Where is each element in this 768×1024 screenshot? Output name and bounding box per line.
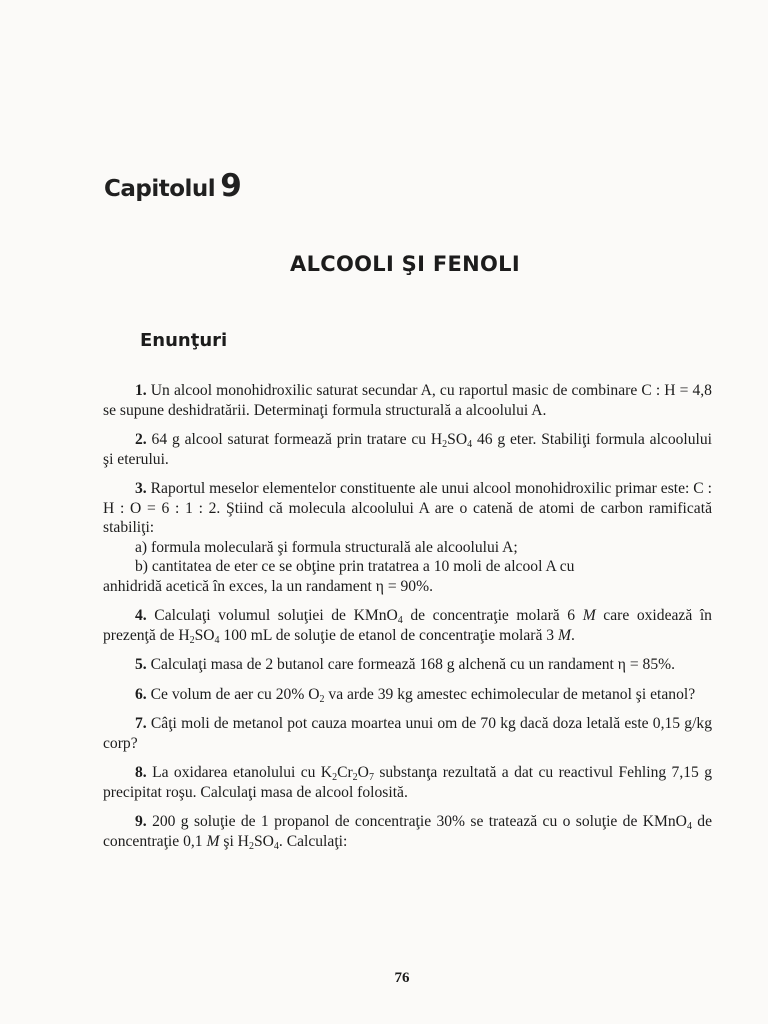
subscript: 4	[467, 439, 473, 450]
problem-text: Câţi moli de metanol pot cauza moartea unui om de 70 kg dacă doza letală este 0,15 g/kg corp?	[103, 715, 712, 752]
subscript: 4	[214, 634, 220, 646]
problem-text: substanţa rezultată a dat cu reactivul Fehling 7,15 g precipitat roşu. Calculaţi masa de alcool folosită.	[103, 764, 713, 801]
subscript: 2	[189, 634, 195, 646]
problem-number: 8.	[135, 764, 147, 781]
subscript: 7	[368, 772, 374, 783]
problem-text: de concentraţie molară 6	[402, 607, 583, 624]
subscript: 4	[686, 821, 692, 832]
problem-text: SO	[253, 832, 274, 850]
subscript: 2	[248, 840, 254, 852]
problem-number: 5.	[135, 656, 147, 673]
problem-8	[103, 763, 712, 802]
problem-number: 2.	[135, 431, 147, 448]
problem-text: La oxidarea etanolului cu K	[152, 764, 333, 781]
problem-6	[103, 685, 712, 705]
problem-number: 3.	[135, 480, 147, 497]
problem-list	[103, 381, 712, 861]
problem-text: care oxidează în prezenţă de H	[103, 607, 712, 644]
problem-7	[103, 714, 712, 753]
problem-number: 7.	[135, 715, 147, 732]
unit: M	[558, 626, 571, 644]
problem-text: Un alcool monohidroxilic saturat secundar A, cu raportul masic de combinare C : H = 4,8 se supune deshidratării. Determinaţi formula structurală a alcoolului A.	[103, 382, 712, 419]
unit: M	[206, 832, 220, 850]
problem-item-b: b) cantitatea de eter ce se obţine prin tratatrea a 10 moli de alcool A cu	[135, 558, 575, 575]
problem-9	[103, 812, 712, 851]
problem-number: 6.	[135, 685, 147, 703]
problem-text: şi H	[219, 832, 249, 850]
subscript: 2	[319, 693, 325, 705]
problem-item-a: a) formula moleculară şi formula structurală ale alcoolului A;	[135, 538, 518, 556]
problem-text: va arde 39 kg amestec echimolecular de metanol şi etanol?	[324, 685, 696, 703]
problem-text: 46 g eter. Stabiliţi formula alcoolului şi eterului.	[103, 431, 713, 468]
chapter-number: 9	[220, 168, 242, 204]
problem-2	[103, 430, 712, 469]
problem-3	[103, 479, 712, 596]
problem-number: 1.	[135, 382, 147, 399]
problem-number: 9.	[135, 813, 147, 830]
subscript: 2	[332, 772, 338, 783]
problem-text: Raportul meselor elementelor constituente ale unui alcool monohidroxilic primar este: C : H : O = 6 : 1 : 2. Ştiind că molecula alcoolului A are o catenă de atomi de carbon ramificată stabiliţi:	[103, 480, 712, 536]
problem-5	[103, 655, 712, 675]
problem-text: .	[571, 626, 575, 644]
problem-text: SO	[194, 626, 215, 644]
problem-text: 64 g alcool saturat formează prin tratare cu H	[151, 431, 443, 448]
problem-item-b-cont: anhidridă acetică în exces, la un randament η = 90%.	[103, 577, 433, 595]
problem-text: Calculaţi volumul soluţiei de KMnO	[154, 607, 398, 624]
problem-text: de concentraţie 0,1	[103, 813, 713, 850]
problem-text: O	[357, 764, 369, 781]
problem-text: Ce volum de aer cu 20% O	[150, 685, 320, 703]
subscript: 2	[352, 772, 358, 783]
chapter-title: ALCOOLI ŞI FENOLI	[290, 252, 520, 276]
problem-text: Calculaţi masa de 2 butanol care formează 168 g alchenă cu un randament η = 85%.	[150, 656, 676, 673]
subscript: 4	[397, 615, 403, 626]
unit: M	[582, 607, 596, 624]
problem-text: Cr	[337, 764, 353, 781]
page-number: 76	[394, 970, 410, 986]
problem-text: 100 mL de soluţie de etanol de concentraţie molară 3	[219, 626, 558, 644]
problem-text: . Calculaţi:	[278, 832, 348, 850]
chapter-heading	[104, 168, 241, 204]
problem-text: SO	[447, 431, 468, 448]
subscript: 2	[442, 439, 448, 450]
problem-text: 200 g soluţie de 1 propanol de concentraţie 30% se tratează cu o soluţie de KMnO	[152, 813, 687, 830]
chapter-label: Capitolul	[104, 176, 216, 202]
section-heading: Enunţuri	[140, 330, 228, 351]
problem-4	[103, 606, 712, 645]
subscript: 4	[273, 840, 279, 852]
problem-1	[103, 381, 712, 420]
problem-number: 4.	[135, 607, 147, 624]
